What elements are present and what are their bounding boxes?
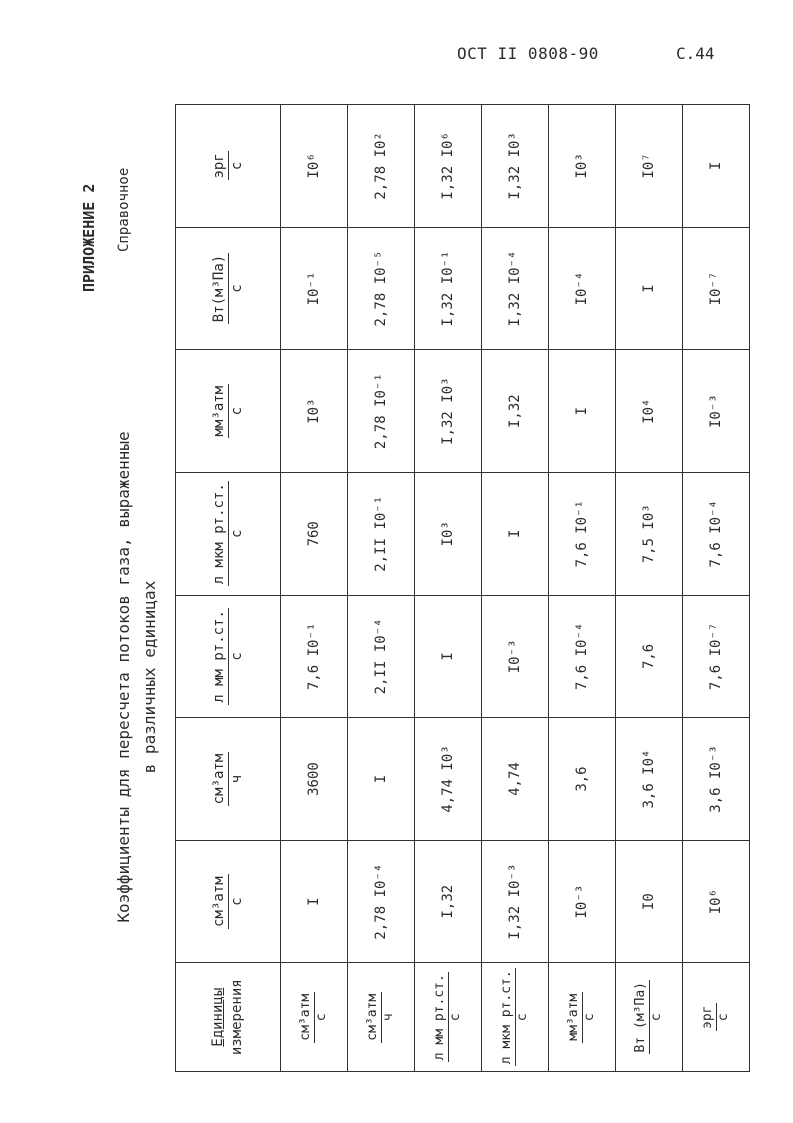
table-cell	[281, 840, 348, 963]
conversion-factor: I0⁻³	[574, 884, 590, 919]
row-unit: л мкм рт.ст.	[498, 970, 514, 1065]
conversion-factor: 4,74 I0³	[440, 745, 456, 813]
conversion-factor: I0⁻⁷	[708, 271, 724, 306]
row-unit-time: с	[648, 1013, 664, 1022]
row-unit-cell	[415, 963, 482, 1072]
table-cell	[348, 472, 415, 595]
conversion-factor: I	[373, 774, 389, 784]
conversion-factor: I0⁴	[641, 398, 657, 424]
conversion-factor: 3,6	[574, 766, 590, 792]
conversion-factor: 7,5 I0³	[641, 504, 657, 564]
table-cell	[482, 472, 549, 595]
conversion-factor: I0	[641, 893, 657, 911]
table-cell	[482, 350, 549, 473]
row-unit-time: с	[715, 1013, 731, 1022]
column-header-time: с	[228, 284, 245, 293]
conversion-factor: I,32	[507, 394, 523, 428]
table-cell	[549, 227, 616, 350]
table-title-line-1: Коэффициенты для пересчета потоков газа, выраженные	[114, 431, 133, 923]
conversion-factor: I,32 I0⁻³	[507, 863, 523, 940]
table-cell	[616, 105, 683, 228]
column-header	[176, 840, 281, 963]
conversion-factor: 3,6 I0⁻³	[708, 745, 724, 813]
column-header-unit: эрг	[211, 153, 228, 179]
table-cell	[683, 472, 750, 595]
conversion-factor: I	[708, 161, 724, 171]
column-header-time: с	[228, 897, 245, 906]
table-cell	[482, 105, 549, 228]
table-cell	[683, 105, 750, 228]
conversion-factor: 2,78 I0⁻¹	[373, 373, 389, 450]
column-header-unit: см³атм	[211, 876, 228, 927]
conversion-factor: I0⁻⁴	[574, 271, 590, 306]
table-cell	[616, 718, 683, 841]
table-cell	[616, 472, 683, 595]
column-header-unit: мм³атм	[211, 385, 228, 437]
conversion-factor: 2,II I0⁻¹	[373, 495, 389, 572]
table-cell	[616, 350, 683, 473]
table-row	[348, 105, 415, 1072]
row-unit: эрг	[699, 1005, 715, 1029]
column-header	[176, 595, 281, 718]
table-cell	[348, 840, 415, 963]
conversion-factor: I,32 I0⁻¹	[440, 250, 456, 327]
conversion-factor: I0³	[440, 521, 456, 547]
table-cell	[281, 595, 348, 718]
table-row	[616, 105, 683, 1072]
row-unit: см³атм	[364, 993, 380, 1041]
column-header	[176, 105, 281, 228]
row-unit-time: с	[313, 1013, 329, 1022]
conversion-factor: I0⁷	[641, 153, 657, 179]
rotated-sheet	[80, 72, 731, 1072]
table-cell	[549, 350, 616, 473]
conversion-factor: I0³	[574, 153, 590, 179]
conversion-factor: I,32 I0⁻⁴	[507, 250, 523, 327]
conversion-factor: I,32 I0⁶	[440, 132, 456, 200]
table-cell	[549, 718, 616, 841]
table-cell	[348, 595, 415, 718]
table-cell	[616, 595, 683, 718]
units-header-line-1: Единицы	[210, 987, 227, 1047]
row-unit: мм³атм	[565, 993, 581, 1041]
row-unit-cell	[683, 963, 750, 1072]
conversion-factor: 7,6	[641, 643, 657, 670]
table-cell	[281, 350, 348, 473]
appendix-label: ПРИЛОЖЕНИЕ 2	[80, 183, 98, 292]
row-unit-cell	[348, 963, 415, 1072]
appendix-note: Справочное	[116, 167, 132, 252]
conversion-factor: I	[507, 529, 523, 538]
conversion-factor: I0⁻³	[708, 394, 724, 428]
row-unit-cell	[281, 963, 348, 1072]
table-cell	[348, 105, 415, 228]
conversion-factor: I,32 I0³	[440, 377, 456, 445]
table-cell	[482, 718, 549, 841]
row-unit-cell	[616, 963, 683, 1072]
table-cell	[616, 227, 683, 350]
table-cell	[415, 472, 482, 595]
table-row	[415, 105, 482, 1072]
conversion-table	[175, 104, 750, 1072]
table-cell	[348, 227, 415, 350]
table-cell	[683, 595, 750, 718]
page-number: С.44	[676, 44, 715, 63]
conversion-factor: I0⁻³	[507, 639, 523, 674]
row-unit-cell	[482, 963, 549, 1072]
table-header-row	[176, 105, 281, 1072]
column-header	[176, 350, 281, 473]
row-unit: л мм рт.ст.	[431, 974, 447, 1061]
conversion-factor: I,32	[440, 884, 456, 919]
conversion-factor: I	[641, 284, 657, 293]
conversion-factor: I0³	[306, 398, 322, 424]
table-cell	[348, 350, 415, 473]
table-cell	[415, 718, 482, 841]
conversion-factor: 7,6 I0⁻⁴	[574, 622, 590, 691]
column-header-unit: л мм рт.ст.	[211, 610, 228, 703]
conversion-factor: I,32 I0³	[507, 132, 523, 200]
table-cell	[281, 718, 348, 841]
row-unit: Вт (м³Па)	[632, 982, 648, 1053]
conversion-factor: I	[440, 652, 456, 661]
table-cell	[482, 840, 549, 963]
column-header-time: ч	[228, 774, 245, 784]
conversion-factor: 7,6 I0⁻⁷	[708, 622, 724, 691]
table-cell	[549, 472, 616, 595]
column-header-unit: л мкм рт.ст.	[211, 483, 228, 585]
conversion-factor: 3600	[306, 762, 322, 796]
column-header-time: с	[228, 529, 245, 538]
table-cell	[683, 227, 750, 350]
column-header	[176, 472, 281, 595]
column-header	[176, 718, 281, 841]
conversion-factor: 760	[306, 521, 322, 547]
table-cell	[415, 595, 482, 718]
table-cell	[415, 227, 482, 350]
document-code: ОСТ II 0808-90	[457, 44, 599, 63]
table-cell	[415, 350, 482, 473]
column-header	[176, 227, 281, 350]
table-row	[683, 105, 750, 1072]
page-header	[0, 44, 793, 66]
column-header-time: с	[228, 161, 245, 171]
column-header-unit: см³атм	[211, 753, 228, 805]
table-cell	[482, 595, 549, 718]
table-cell	[616, 840, 683, 963]
conversion-factor: 2,78 I0⁻⁵	[373, 250, 389, 327]
conversion-factor: 2,78 I0²	[373, 132, 389, 200]
column-header-unit: Вт(м³Па)	[211, 254, 228, 323]
table-cell	[415, 840, 482, 963]
table-title-line-2: в различных единицах	[140, 580, 159, 774]
table-cell	[415, 105, 482, 228]
conversion-factor: 2,78 I0⁻⁴	[373, 863, 389, 940]
conversion-factor: I0⁶	[708, 889, 724, 915]
conversion-factor: I0⁶	[306, 153, 322, 179]
table-row	[281, 105, 348, 1072]
table-row	[549, 105, 616, 1072]
table-row	[482, 105, 549, 1072]
row-unit-time: ч	[380, 1013, 396, 1022]
conversion-factor: I0⁻¹	[306, 271, 322, 306]
table-cell	[281, 227, 348, 350]
conversion-factor: I	[306, 897, 322, 906]
conversion-factor: 7,6 I0⁻¹	[574, 500, 590, 568]
table-cell	[281, 105, 348, 228]
table-cell	[683, 718, 750, 841]
conversion-factor: 4,74	[507, 762, 523, 796]
row-unit: см³атм	[297, 993, 313, 1041]
conversion-factor: I	[574, 406, 590, 416]
row-unit-time: с	[514, 1013, 530, 1022]
table-cell	[348, 718, 415, 841]
table-cell	[549, 105, 616, 228]
column-header-time: с	[228, 652, 245, 661]
column-header-time: с	[228, 406, 245, 416]
row-unit-time: с	[581, 1013, 597, 1022]
table-cell	[683, 350, 750, 473]
row-unit-cell	[549, 963, 616, 1072]
table-cell	[683, 840, 750, 963]
conversion-factor: 7,6 I0⁻¹	[306, 622, 322, 691]
table-cell	[549, 595, 616, 718]
units-header-line-2: измерения	[229, 979, 245, 1056]
table-cell	[482, 227, 549, 350]
row-unit-time: с	[447, 1013, 463, 1022]
conversion-factor: 3,6 I0⁴	[641, 749, 657, 809]
table-cell	[281, 472, 348, 595]
conversion-factor: 7,6 I0⁻⁴	[708, 500, 724, 568]
units-column-header	[176, 963, 281, 1072]
conversion-factor: 2,II I0⁻⁴	[373, 618, 389, 695]
table-cell	[549, 840, 616, 963]
